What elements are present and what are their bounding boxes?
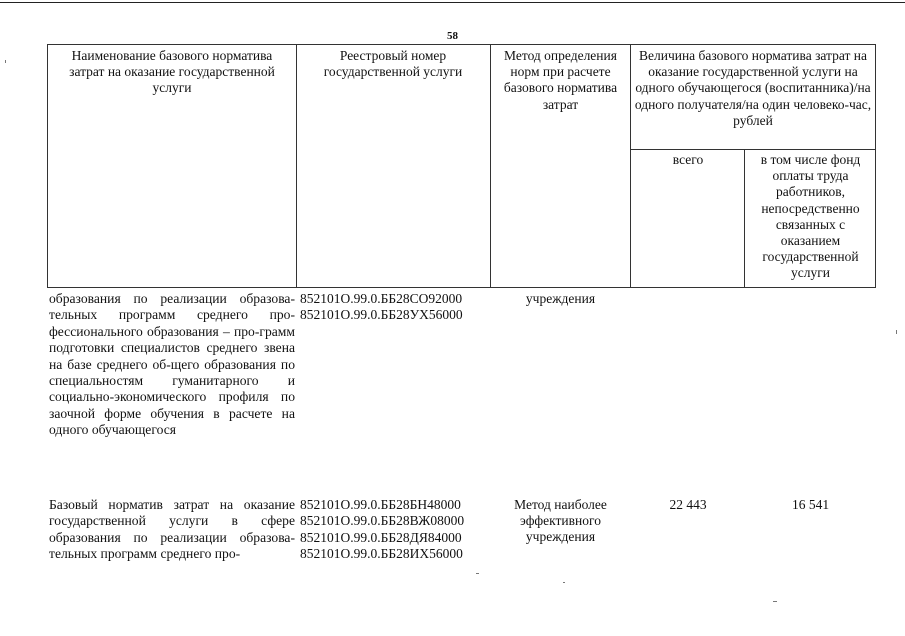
header-norm-value: Величина базового норматива затрат на оказание государственной услуги на одного обучающегося (воспитанника)/на одного получателя/на один человеко-час, рублей [634,48,872,128]
scan-speck [896,330,897,334]
column-divider-4 [744,149,745,288]
row2-registry-2: 852101О.99.0.ББ28ВЖ08000 [300,513,465,528]
header-service-name: Наименование базового норматива затрат на оказание государственной услуги [69,48,275,96]
subheader-divider [630,149,876,150]
row1-service-name: образования по реализации образова-тельных программ среднего про-фессионального образования – про-грамм подготовки специалистов среднего звена на базе среднего об-щего образования по специальностям гуманитарного и социально-экономического профиля по заочной форме обучения в расчете на одного обучающегося [49,291,295,438]
row2-method: Метод наиболее эффективного учреждения [514,497,607,545]
column-divider-1 [296,44,297,288]
top-rule [0,2,905,3]
table-top-border [47,44,876,45]
row2-payroll: 16 541 [791,497,830,512]
table-left-border [47,44,48,288]
table-right-border [875,44,876,288]
row1-registry-1: 852101О.99.0.ББ28СО92000 [300,291,463,306]
row1-registry-2: 852101О.99.0.ББ28УХ56000 [300,307,463,322]
table-header-bottom-border [47,287,876,288]
scan-speck [773,601,777,602]
scan-speck [563,582,565,583]
row2-service-name: Базовый норматив затрат на оказание государственной услуги в сфере образования по реализации образова-тельных программ среднего про- [49,497,295,562]
row2-registry-4: 852101О.99.0.ББ28ИХ56000 [300,546,463,561]
scan-speck [476,573,479,574]
header-payroll: в том числе фонд оплаты труда работников, непосредственно связанных с оказанием государственной услуги [760,152,861,281]
row1-method: учреждения [525,291,596,306]
header-method: Метод определения норм при расчете базового норматива затрат [503,48,618,112]
scan-speck [5,60,6,63]
column-divider-2 [490,44,491,288]
row2-registry-3: 852101О.99.0.ББ28ДЯ84000 [300,530,462,545]
header-total: всего [672,152,704,167]
column-divider-3 [630,44,631,288]
header-registry-number: Реестровый номер государственной услуги [323,48,463,80]
row2-total: 22 443 [669,497,707,512]
row2-registry-1: 852101О.99.0.ББ28БН48000 [300,497,461,512]
page-number: 58 [447,30,458,42]
